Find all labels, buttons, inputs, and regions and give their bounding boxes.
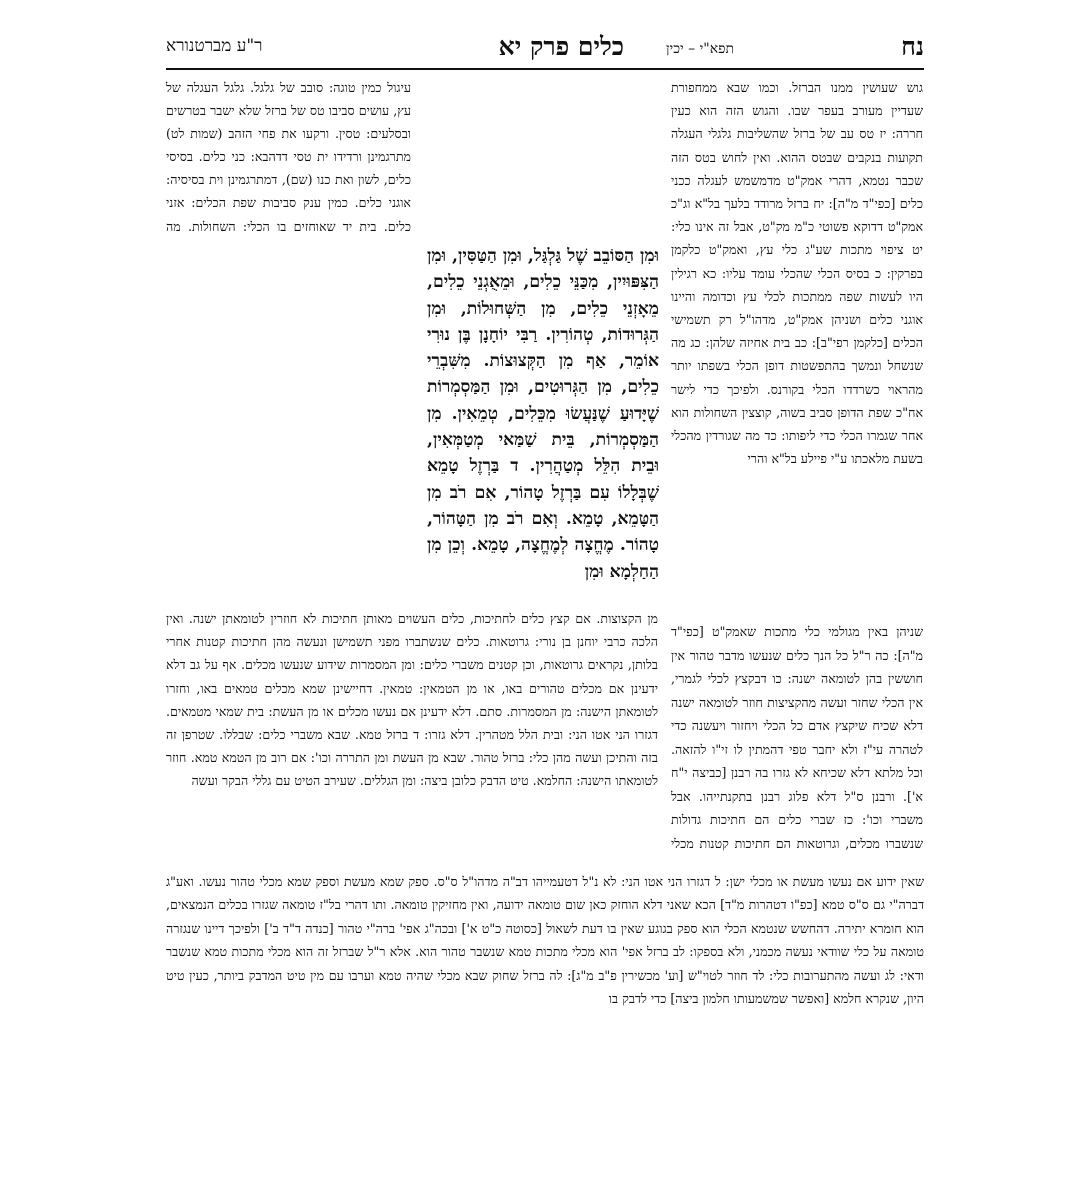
page-number: נח — [901, 32, 924, 61]
yachin-text-middle: שניהן באין מגולמי כלי מתכות שאמק"ט [כפי"ד מ"ה]: כה ר"ל כל הנך כלים שנעשו מדבר טהור אין חוששין בהן לטומאה ישנה: כו דבקצץ לכלי לגמרי, אין הכלי שחזר ועשה מהקציצות חוזר לטומאה ישנה דלא שכיח שיקצץ אדם כל הכלי ויחזור ויעשנה כדי לטהרה עי"ז ולא יחבר טפי דהמתין לו זי"ו להזאה. וכל מלתא דלא שכיחא לא גזרו בה רבנן [כביצה י"ח א']. ורבנן ס"ל דלא פלוג רבנן בתקנתייהו. אבל משברי וכו': כז שברי כלים הם חתיכות גדולות שנשברו מכלים, וגרוטאות הם חתיכות קטנות מכלי — [671, 624, 923, 851]
yachin-commentary-top — [671, 76, 923, 606]
bartenura-commentary-top — [166, 76, 411, 238]
yachin-commentary-middle — [671, 620, 923, 858]
tractate-chapter-title: כלים פרק יא — [498, 32, 624, 61]
yachin-commentary-bottom — [166, 870, 924, 1180]
bartenura-text-top: עיגול כמין טוגה: סובב של גלגל. גלגל העגלה של עץ, עושים סביבו טס של ברזל שלא ישבר בטרשים ובסלעים: טסין. ורקעו את פחי הזהב (שמות לט) מתרגמינן ורדידו ית טסי דדהבא: כני כלים. בסיסי כלים, לשון ואת כנו (שם), דמתרגמינן וית בסיסיה: אוגני כלים. כמין ענק סביבות שפת הכלים: אזני כלים. בית יד שאוחזים בו הכלי: השחולות. מה — [166, 80, 411, 234]
mishnah-text — [427, 243, 659, 608]
yachin-text-top: גוש שעושין ממנו הברזל. וכמו שבא ממחפורת שעדיין מעורב בעפר שבו. והגוש הזה הוא כעין חררה: יז טס עב של ברזל שהשליבות גלגלי העגלה תקועות בנקבים שבטס ההוא. ואין לחוש בטס הזה שכבר נטמא, דהרי אמק"ט מדמשמש לעגלה ככני כלים [כפי"ד מ"ה]: יח ברזל מרודד בלעך בל"א וג"כ אמק"ט דדוקא פשוטי כ"מ מק"ט, אבל זה אינו כלי: יט ציפוי מתכות שע"ג כלי עץ, ואמק"ט כלקמן בפרקין: כ בסיס הכלי שהכלי עומד עליו: כא רגילין היו לעשות שפה ממתכות לכלי עץ וכדומה והיינו אוגני כלים ושניהן אמק"ט, מדהו"ל רק תשמישי הכלים [כלקמן רפי"ב]: כב בית אחיזה שלהן: כג מה שנשחל ונמשך בהתפשטות דופן הכלי בשפתו יותר מהראוי כשרדדו הכלי בקורנס. ולפיכך כדי לישר אח"כ שפת הדופן סביב בשוה, קוצצין השחולות הוא אחר שגמרו הכלי כדי ליפותו: כד מה שגורדין מהכלי בשעת מלאכתו ע"י פיילע בל"א והרי — [671, 80, 923, 467]
yachin-text-bottom: שאין ידוע אם נעשו מעשת או מכלי ישן: ל דגזרו הני אטו הני: לא נ"ל דטעמייהו דב"ה מדהו"ל ס"ס. ספק שמא מעשת וספק שמא מכלי טהור נעשו. ואע"ג דברה"י גם ס"ס טמא [כפ"ו דטהרות מ"ד] הכא שאני דלא הוחזק כאן שום טומאה ידועה, ואין מחזיקין טומאה. ותו דהרי בל"ז טומאה שגזרו בכלים הנמצאים, הוא חומרא יתירה. דהחשש שנטמא הכלי הוא ספק בגוגע שאין בו דעת לשאול [כסוטה כ"ט א'] ובכה"ג אפי' ברה"י טהור [כנדה ד"ד ב'] ולפיכך דיינו שנגזרה טומאה על כלי שוודאי נעשה מכמני, ולא בספקו: לב ברזל אפי' הוא מכלי מתכות טמא שנשבר טהור הוא. אלא ר"ל שברזל זה הוא מכלי מתכות טמא שנשבר ודאי: לג ועשה מהתערובות כלי: לד חוזר לטוי"ש [וע' מכשירין פ"ב מ"ג]: לה ברזל שחוק שבא מכלי שהיה טמא וערבו עם מין טיט המדבק ביותר, כעין טיט היון, שנקרא חלמא [ואפשר שמשמעותו חלמון ביצה] כדי לדבק בו — [166, 874, 924, 1007]
header-rule — [166, 68, 924, 70]
bartenura-commentary-lower — [166, 607, 658, 860]
bartenura-text-lower: מן הקצוצות. אם קצץ כלים לחתיכות, כלים העשוים מאותן חתיכות לא חוזרין לטומאתן ישנה. ואין הלכה כרבי יוחנן בן נורי: גרוטאות. כלים שנשתברו מפני תשמישן ונעשה מהן חתיכות קטנות אחרי בלותן, נקראים גרוטאות, וכן קטנים משברי כלים: ומן המסמרות שידוע שנעשו מכלים. אף על גב דלא ידעינן אם מכלים טהורים באו, או מן הטמאין: טמאין. דחיישינן שמא מכלים טמאים באו, וחזרו לטומאתן הישנה: מן המסמרות. סתם. דלא ידעינן אם נעשו מכלים או מן העשת: בית שמאי מטמאים. דגזרו הני אטו הני: ובית הלל מטהרין. דלא גזרו: ד ברזל טמא. שבא משברי כלים: שבללו. שטרפן זה בזה והתיכן ועשה מהן כלי: ברזל טהור. שבא מן העשת ומן התררה וכו': אם רוב מן הטמא טמא. חוזר לטומאתו הישנה: החלמא. טיט הדבק כלובן ביצה: ומן הגללים. שעירב הטיט עם גללי הבקר ועשה — [166, 611, 658, 789]
commentary-label-yachin: תפא"י – יכין — [665, 41, 734, 57]
running-header — [166, 34, 924, 64]
mishnah-paragraph: וּמִן הַסּוֹבֵב שֶׁל גַּלְגַּל, וּמִן הַטַּסִּין, וּמִן הַצִּפּוּיִין, מִכַּנֵּי כֵלִים, וּמֵאֻגְנֵי כֵלִים, מֵאָזְנֵי כֵלִים, מִן הַשְּׁחוּלוֹת, וּמִן הַגְּרוּדוֹת, טְהוֹרִין. רַבִּי יוֹחָנָן בֶּן נוּרִי אוֹמֵר, אַף מִן הַקְּצוּצוֹת. מִשִּׁבְרֵי כֵלִים, מִן הַגְּרוּטִים, וּמִן הַמַּסְמְרוֹת שֶׁיָּדוּעַ שֶׁנַּעֲשׂוּ מִכֵּלִים, טְמֵאִין. מִן הַמַּסְמְרוֹת, בֵּית שַׁמַּאי מְטַמְּאִין, וּבֵית הִלֵּל מְטַהֲרִין. ד בַּרְזֶל טָמֵא שֶׁבְּלָלוֹ עִם בַּרְזֶל טָהוֹר, אִם רֹב מִן הַטָּמֵא, טָמֵא. וְאִם רֹב מִן הַטָּהוֹר, טָהוֹר. מֶחֱצָה לְמֶחֱצָה, טָמֵא. וְכֵן מִן הַחַלְמָא וּמִן — [427, 246, 659, 582]
commentary-label-bartenura: ר"ע מברטנורא — [166, 36, 263, 56]
